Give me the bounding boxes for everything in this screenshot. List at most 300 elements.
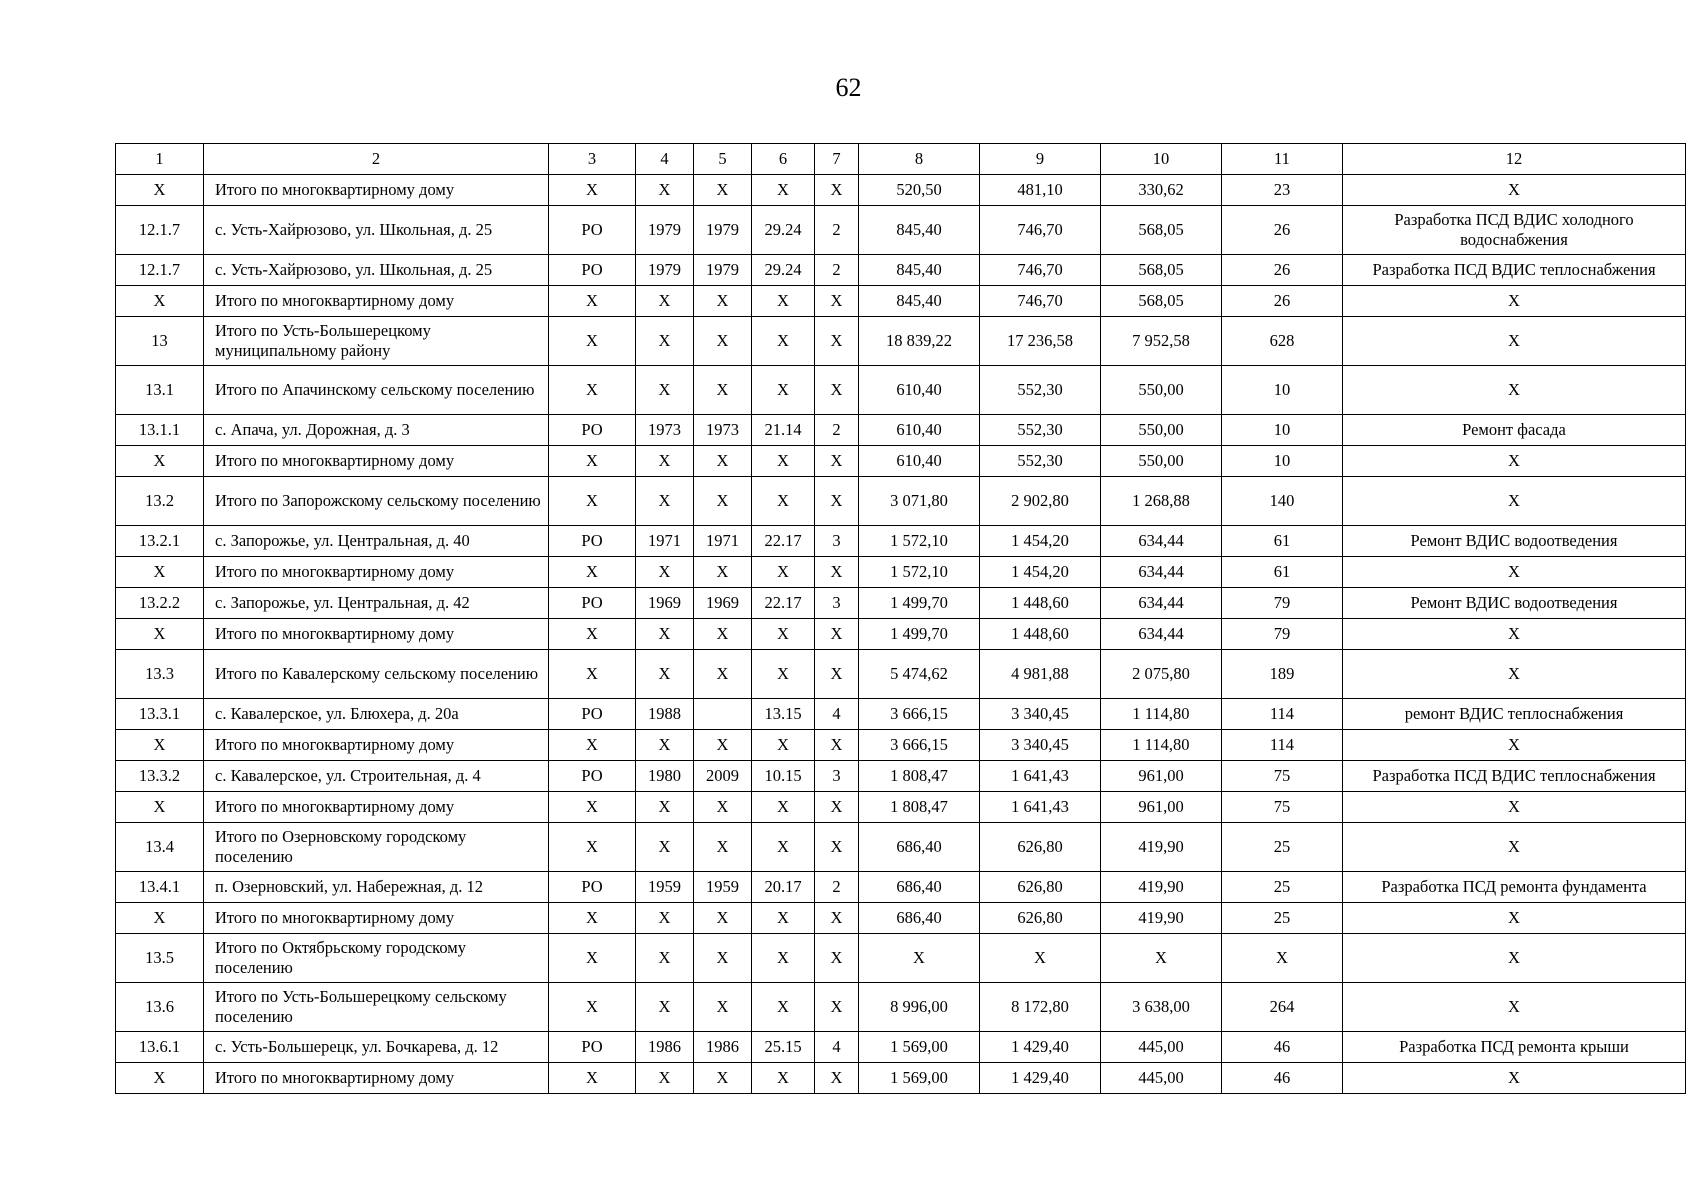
table-cell-col-4: X bbox=[636, 619, 694, 650]
table-cell-col-2: с. Усть-Большерецк, ул. Бочкарева, д. 12 bbox=[204, 1032, 549, 1063]
table-cell-col-9: 1 429,40 bbox=[980, 1063, 1101, 1094]
header-cell: 10 bbox=[1101, 144, 1222, 175]
table-row bbox=[116, 366, 1686, 415]
table-cell-col-4: 1979 bbox=[636, 255, 694, 286]
table-cell-col-9: 3 340,45 bbox=[980, 730, 1101, 761]
table-cell-col-6: X bbox=[752, 286, 815, 317]
table-cell-col-12: X bbox=[1343, 934, 1686, 983]
table-cell-col-3: X bbox=[549, 650, 636, 699]
table-cell-col-6: X bbox=[752, 557, 815, 588]
table-cell-col-7: X bbox=[815, 477, 859, 526]
table-cell-col-3: X bbox=[549, 934, 636, 983]
table-cell-col-10: 634,44 bbox=[1101, 619, 1222, 650]
table-cell-col-5: X bbox=[694, 792, 752, 823]
table-cell-col-5: 1979 bbox=[694, 255, 752, 286]
table-cell-col-4: X bbox=[636, 792, 694, 823]
table-cell-col-9: 1 448,60 bbox=[980, 619, 1101, 650]
table-cell-col-12: X bbox=[1343, 477, 1686, 526]
table-cell-col-8: 686,40 bbox=[859, 823, 980, 872]
table-cell-col-1: 12.1.7 bbox=[116, 206, 204, 255]
table-cell-col-10: 634,44 bbox=[1101, 588, 1222, 619]
table-cell-col-12: X bbox=[1343, 792, 1686, 823]
table-cell-col-12: X bbox=[1343, 650, 1686, 699]
table-cell-col-2: Итого по многоквартирному дому bbox=[204, 903, 549, 934]
table-cell-col-8: 845,40 bbox=[859, 255, 980, 286]
table-cell-col-4: 1969 bbox=[636, 588, 694, 619]
table-cell-col-7: X bbox=[815, 619, 859, 650]
table-cell-col-11: 628 bbox=[1222, 317, 1343, 366]
table-cell-col-5: X bbox=[694, 286, 752, 317]
table-cell-col-2: Итого по Кавалерскому сельскому поселению bbox=[204, 650, 549, 699]
page-number: 62 bbox=[835, 73, 862, 102]
table-cell-col-1: X bbox=[116, 730, 204, 761]
table-cell-col-4: X bbox=[636, 175, 694, 206]
table-cell-col-7: X bbox=[815, 317, 859, 366]
table-cell-col-12: X bbox=[1343, 983, 1686, 1032]
table-cell-col-1: X bbox=[116, 175, 204, 206]
table-cell-col-1: 13.2.1 bbox=[116, 526, 204, 557]
table-cell-col-10: 1 114,80 bbox=[1101, 699, 1222, 730]
table-cell-col-1: X bbox=[116, 286, 204, 317]
table-cell-col-6: 20.17 bbox=[752, 872, 815, 903]
table-cell-col-12: X bbox=[1343, 619, 1686, 650]
table-cell-col-11: 61 bbox=[1222, 557, 1343, 588]
table-cell-col-8: 520,50 bbox=[859, 175, 980, 206]
header-row bbox=[116, 144, 1686, 175]
table-cell-col-6: 22.17 bbox=[752, 588, 815, 619]
table-cell-col-2: Итого по многоквартирному дому bbox=[204, 1063, 549, 1094]
table-cell-col-5: X bbox=[694, 477, 752, 526]
table-cell-col-5: 1971 bbox=[694, 526, 752, 557]
table-cell-col-3: РО bbox=[549, 255, 636, 286]
table-row bbox=[116, 823, 1686, 872]
table-cell-col-11: 61 bbox=[1222, 526, 1343, 557]
table-cell-col-3: X bbox=[549, 557, 636, 588]
table-cell-col-5: 1959 bbox=[694, 872, 752, 903]
table-cell-col-5: X bbox=[694, 823, 752, 872]
table-cell-col-8: 1 569,00 bbox=[859, 1063, 980, 1094]
table-cell-col-7: 2 bbox=[815, 206, 859, 255]
table-cell-col-1: 13.2 bbox=[116, 477, 204, 526]
table-cell-col-6: X bbox=[752, 619, 815, 650]
table-cell-col-4: 1988 bbox=[636, 699, 694, 730]
table-cell-col-3: X bbox=[549, 366, 636, 415]
table-cell-col-7: X bbox=[815, 823, 859, 872]
table-cell-col-10: 961,00 bbox=[1101, 792, 1222, 823]
table-cell-col-2: Итого по многоквартирному дому bbox=[204, 175, 549, 206]
table-cell-col-6: X bbox=[752, 366, 815, 415]
table-cell-col-2: с. Запорожье, ул. Центральная, д. 42 bbox=[204, 588, 549, 619]
table-cell-col-11: 114 bbox=[1222, 730, 1343, 761]
table-cell-col-12: X bbox=[1343, 175, 1686, 206]
table-cell-col-10: 3 638,00 bbox=[1101, 983, 1222, 1032]
table-cell-col-3: X bbox=[549, 619, 636, 650]
table-cell-col-1: X bbox=[116, 792, 204, 823]
table-cell-col-10: 1 268,88 bbox=[1101, 477, 1222, 526]
table-cell-col-8: 845,40 bbox=[859, 286, 980, 317]
data-table bbox=[115, 143, 1686, 1094]
table-cell-col-7: 3 bbox=[815, 761, 859, 792]
table-row bbox=[116, 1063, 1686, 1094]
table-row bbox=[116, 619, 1686, 650]
table-cell-col-4: X bbox=[636, 477, 694, 526]
table-cell-col-6: X bbox=[752, 792, 815, 823]
table-cell-col-10: 550,00 bbox=[1101, 446, 1222, 477]
table-cell-col-5: X bbox=[694, 650, 752, 699]
table-cell-col-11: 189 bbox=[1222, 650, 1343, 699]
table-cell-col-6: X bbox=[752, 477, 815, 526]
table-cell-col-2: Итого по многоквартирному дому bbox=[204, 730, 549, 761]
table-cell-col-12: Разработка ПСД ВДИС теплоснабжения bbox=[1343, 761, 1686, 792]
table-cell-col-8: 3 071,80 bbox=[859, 477, 980, 526]
table-cell-col-9: 626,80 bbox=[980, 872, 1101, 903]
table-cell-col-11: X bbox=[1222, 934, 1343, 983]
table-cell-col-4: X bbox=[636, 286, 694, 317]
table-cell-col-4: X bbox=[636, 317, 694, 366]
table-cell-col-4: X bbox=[636, 650, 694, 699]
table-cell-col-2: с. Апача, ул. Дорожная, д. 3 bbox=[204, 415, 549, 446]
table-cell-col-4: X bbox=[636, 983, 694, 1032]
table-cell-col-2: Итого по многоквартирному дому bbox=[204, 619, 549, 650]
table-cell-col-12: X bbox=[1343, 730, 1686, 761]
table-cell-col-3: РО bbox=[549, 872, 636, 903]
table-cell-col-7: X bbox=[815, 175, 859, 206]
table-cell-col-5: X bbox=[694, 317, 752, 366]
table-cell-col-12: Разработка ПСД ВДИС холодного водоснабжения bbox=[1343, 206, 1686, 255]
table-cell-col-7: X bbox=[815, 286, 859, 317]
table-cell-col-6: 29.24 bbox=[752, 255, 815, 286]
table-cell-col-3: РО bbox=[549, 206, 636, 255]
header-cell: 11 bbox=[1222, 144, 1343, 175]
table-cell-col-7: 3 bbox=[815, 588, 859, 619]
table-cell-col-8: 686,40 bbox=[859, 903, 980, 934]
table-cell-col-11: 79 bbox=[1222, 619, 1343, 650]
table-cell-col-1: 13.4.1 bbox=[116, 872, 204, 903]
table-cell-col-11: 46 bbox=[1222, 1063, 1343, 1094]
table-cell-col-1: 13.4 bbox=[116, 823, 204, 872]
table-cell-col-1: 13.3 bbox=[116, 650, 204, 699]
table-cell-col-8: 610,40 bbox=[859, 366, 980, 415]
table-cell-col-12: Ремонт фасада bbox=[1343, 415, 1686, 446]
table-cell-col-12: Ремонт ВДИС водоотведения bbox=[1343, 588, 1686, 619]
table-cell-col-2: с. Кавалерское, ул. Строительная, д. 4 bbox=[204, 761, 549, 792]
table-cell-col-1: 13.3.2 bbox=[116, 761, 204, 792]
table-cell-col-2: с. Усть-Хайрюзово, ул. Школьная, д. 25 bbox=[204, 206, 549, 255]
table-cell-col-3: РО bbox=[549, 1032, 636, 1063]
table-cell-col-6: X bbox=[752, 317, 815, 366]
table-cell-col-10: 419,90 bbox=[1101, 823, 1222, 872]
table-cell-col-11: 264 bbox=[1222, 983, 1343, 1032]
table-cell-col-7: X bbox=[815, 650, 859, 699]
table-cell-col-3: X bbox=[549, 730, 636, 761]
table-row bbox=[116, 477, 1686, 526]
table-row bbox=[116, 934, 1686, 983]
table-cell-col-4: X bbox=[636, 823, 694, 872]
table-cell-col-9: 17 236,58 bbox=[980, 317, 1101, 366]
table-cell-col-4: X bbox=[636, 903, 694, 934]
table-cell-col-7: X bbox=[815, 903, 859, 934]
table-cell-col-12: Разработка ПСД ВДИС теплоснабжения bbox=[1343, 255, 1686, 286]
table-cell-col-8: 1 572,10 bbox=[859, 526, 980, 557]
table-cell-col-9: 1 641,43 bbox=[980, 761, 1101, 792]
header-cell: 2 bbox=[204, 144, 549, 175]
table-cell-col-8: 1 569,00 bbox=[859, 1032, 980, 1063]
table-cell-col-6: 29.24 bbox=[752, 206, 815, 255]
table-cell-col-4: 1980 bbox=[636, 761, 694, 792]
table-cell-col-8: 8 996,00 bbox=[859, 983, 980, 1032]
table-cell-col-1: X bbox=[116, 619, 204, 650]
table-cell-col-3: РО bbox=[549, 761, 636, 792]
table-row bbox=[116, 286, 1686, 317]
table-cell-col-9: 481,10 bbox=[980, 175, 1101, 206]
table-cell-col-5: X bbox=[694, 730, 752, 761]
table-cell-col-2: Итого по Октябрьскому городскому поселению bbox=[204, 934, 549, 983]
table-row bbox=[116, 1032, 1686, 1063]
table-cell-col-4: X bbox=[636, 557, 694, 588]
table-cell-col-11: 10 bbox=[1222, 366, 1343, 415]
table-cell-col-6: X bbox=[752, 650, 815, 699]
table-cell-col-4: 1979 bbox=[636, 206, 694, 255]
table-cell-col-2: Итого по Апачинскому сельскому поселению bbox=[204, 366, 549, 415]
header-cell: 9 bbox=[980, 144, 1101, 175]
table-cell-col-8: 610,40 bbox=[859, 446, 980, 477]
table-cell-col-12: X bbox=[1343, 366, 1686, 415]
table-cell-col-6: X bbox=[752, 1063, 815, 1094]
table-cell-col-10: 330,62 bbox=[1101, 175, 1222, 206]
table-cell-col-2: Итого по Запорожскому сельскому поселению bbox=[204, 477, 549, 526]
table-cell-col-4: X bbox=[636, 730, 694, 761]
table-cell-col-5: X bbox=[694, 175, 752, 206]
table-cell-col-8: 3 666,15 bbox=[859, 699, 980, 730]
table-cell-col-11: 25 bbox=[1222, 872, 1343, 903]
table-cell-col-4: 1973 bbox=[636, 415, 694, 446]
table-cell-col-10: 445,00 bbox=[1101, 1063, 1222, 1094]
table-cell-col-3: X bbox=[549, 317, 636, 366]
table-cell-col-1: 13.6.1 bbox=[116, 1032, 204, 1063]
table-cell-col-10: 419,90 bbox=[1101, 872, 1222, 903]
table-cell-col-8: 610,40 bbox=[859, 415, 980, 446]
table-cell-col-2: п. Озерновский, ул. Набережная, д. 12 bbox=[204, 872, 549, 903]
table-cell-col-6: X bbox=[752, 934, 815, 983]
table-cell-col-1: 13.2.2 bbox=[116, 588, 204, 619]
table-cell-col-9: 552,30 bbox=[980, 415, 1101, 446]
table-cell-col-8: 18 839,22 bbox=[859, 317, 980, 366]
table-cell-col-8: 5 474,62 bbox=[859, 650, 980, 699]
table-cell-col-5: X bbox=[694, 983, 752, 1032]
table-cell-col-9: 3 340,45 bbox=[980, 699, 1101, 730]
table-cell-col-10: 634,44 bbox=[1101, 526, 1222, 557]
table-cell-col-9: 1 641,43 bbox=[980, 792, 1101, 823]
table-cell-col-1: 13 bbox=[116, 317, 204, 366]
table-cell-col-5: X bbox=[694, 903, 752, 934]
table-cell-col-2: с. Запорожье, ул. Центральная, д. 40 bbox=[204, 526, 549, 557]
table-cell-col-6: X bbox=[752, 903, 815, 934]
table-cell-col-7: X bbox=[815, 557, 859, 588]
table-cell-col-7: X bbox=[815, 366, 859, 415]
table-cell-col-9: 1 454,20 bbox=[980, 526, 1101, 557]
table-cell-col-1: X bbox=[116, 903, 204, 934]
table-cell-col-10: 550,00 bbox=[1101, 366, 1222, 415]
table-cell-col-8: X bbox=[859, 934, 980, 983]
table-cell-col-12: X bbox=[1343, 1063, 1686, 1094]
table-cell-col-2: Итого по многоквартирному дому bbox=[204, 557, 549, 588]
table-cell-col-1: X bbox=[116, 557, 204, 588]
table-cell-col-11: 75 bbox=[1222, 792, 1343, 823]
table-cell-col-11: 26 bbox=[1222, 286, 1343, 317]
table-cell-col-4: 1986 bbox=[636, 1032, 694, 1063]
table-cell-col-4: 1971 bbox=[636, 526, 694, 557]
table-cell-col-8: 1 499,70 bbox=[859, 619, 980, 650]
table-cell-col-10: 445,00 bbox=[1101, 1032, 1222, 1063]
table-cell-col-2: Итого по Озерновскому городскому поселению bbox=[204, 823, 549, 872]
table-cell-col-5: 1969 bbox=[694, 588, 752, 619]
table-row bbox=[116, 557, 1686, 588]
table-row bbox=[116, 255, 1686, 286]
table-cell-col-9: 2 902,80 bbox=[980, 477, 1101, 526]
table-cell-col-3: РО bbox=[549, 415, 636, 446]
table-cell-col-10: 568,05 bbox=[1101, 206, 1222, 255]
table-cell-col-11: 46 bbox=[1222, 1032, 1343, 1063]
table-row bbox=[116, 761, 1686, 792]
table-cell-col-2: Итого по Усть-Большерецкому муниципальному району bbox=[204, 317, 549, 366]
table-cell-col-1: X bbox=[116, 446, 204, 477]
table-cell-col-12: X bbox=[1343, 557, 1686, 588]
table-cell-col-5: X bbox=[694, 619, 752, 650]
table-cell-col-9: 1 454,20 bbox=[980, 557, 1101, 588]
table-body bbox=[116, 144, 1686, 1094]
table-cell-col-2: Итого по многоквартирному дому bbox=[204, 792, 549, 823]
table-row bbox=[116, 872, 1686, 903]
table-cell-col-10: 568,05 bbox=[1101, 255, 1222, 286]
table-cell-col-11: 140 bbox=[1222, 477, 1343, 526]
header-cell: 12 bbox=[1343, 144, 1686, 175]
table-cell-col-3: X bbox=[549, 477, 636, 526]
table-cell-col-9: 626,80 bbox=[980, 823, 1101, 872]
table-cell-col-4: X bbox=[636, 1063, 694, 1094]
table-cell-col-12: ремонт ВДИС теплоснабжения bbox=[1343, 699, 1686, 730]
table-cell-col-2: с. Усть-Хайрюзово, ул. Школьная, д. 25 bbox=[204, 255, 549, 286]
table-cell-col-7: 3 bbox=[815, 526, 859, 557]
table-cell-col-7: 4 bbox=[815, 699, 859, 730]
table-row bbox=[116, 730, 1686, 761]
header-cell: 4 bbox=[636, 144, 694, 175]
table-cell-col-6: 21.14 bbox=[752, 415, 815, 446]
table-cell-col-5: 2009 bbox=[694, 761, 752, 792]
table-row bbox=[116, 175, 1686, 206]
table-cell-col-7: X bbox=[815, 934, 859, 983]
table-row bbox=[116, 446, 1686, 477]
table-cell-col-7: X bbox=[815, 1063, 859, 1094]
table-row bbox=[116, 903, 1686, 934]
header-cell: 8 bbox=[859, 144, 980, 175]
table-cell-col-9: 626,80 bbox=[980, 903, 1101, 934]
table-cell-col-12: Разработка ПСД ремонта крыши bbox=[1343, 1032, 1686, 1063]
table-cell-col-5: 1986 bbox=[694, 1032, 752, 1063]
table-cell-col-10: X bbox=[1101, 934, 1222, 983]
table-cell-col-7: 4 bbox=[815, 1032, 859, 1063]
table-cell-col-10: 961,00 bbox=[1101, 761, 1222, 792]
table-cell-col-11: 23 bbox=[1222, 175, 1343, 206]
header-cell: 3 bbox=[549, 144, 636, 175]
table-cell-col-8: 1 808,47 bbox=[859, 761, 980, 792]
table-cell-col-10: 419,90 bbox=[1101, 903, 1222, 934]
table-cell-col-5: X bbox=[694, 557, 752, 588]
table-cell-col-6: 22.17 bbox=[752, 526, 815, 557]
table-cell-col-3: X bbox=[549, 792, 636, 823]
table-cell-col-7: X bbox=[815, 792, 859, 823]
table-row bbox=[116, 983, 1686, 1032]
table-cell-col-10: 568,05 bbox=[1101, 286, 1222, 317]
table-cell-col-12: X bbox=[1343, 286, 1686, 317]
table-row bbox=[116, 792, 1686, 823]
table-cell-col-10: 1 114,80 bbox=[1101, 730, 1222, 761]
table-cell-col-5: X bbox=[694, 1063, 752, 1094]
table-cell-col-5: X bbox=[694, 934, 752, 983]
table-cell-col-6: 25.15 bbox=[752, 1032, 815, 1063]
table-cell-col-4: X bbox=[636, 934, 694, 983]
table-cell-col-7: 2 bbox=[815, 255, 859, 286]
header-cell: 5 bbox=[694, 144, 752, 175]
table-row bbox=[116, 699, 1686, 730]
table-row bbox=[116, 317, 1686, 366]
table-cell-col-8: 1 572,10 bbox=[859, 557, 980, 588]
table-cell-col-3: РО bbox=[549, 588, 636, 619]
table-cell-col-6: X bbox=[752, 446, 815, 477]
table-cell-col-1: X bbox=[116, 1063, 204, 1094]
table-cell-col-1: 13.5 bbox=[116, 934, 204, 983]
table-cell-col-8: 1 808,47 bbox=[859, 792, 980, 823]
table-cell-col-10: 634,44 bbox=[1101, 557, 1222, 588]
table-row bbox=[116, 526, 1686, 557]
table-cell-col-3: X bbox=[549, 823, 636, 872]
table-cell-col-11: 114 bbox=[1222, 699, 1343, 730]
table-row bbox=[116, 415, 1686, 446]
table-cell-col-9: 552,30 bbox=[980, 366, 1101, 415]
table-cell-col-11: 79 bbox=[1222, 588, 1343, 619]
table-cell-col-11: 75 bbox=[1222, 761, 1343, 792]
table-cell-col-3: РО bbox=[549, 526, 636, 557]
table-cell-col-3: X bbox=[549, 286, 636, 317]
table-cell-col-6: X bbox=[752, 730, 815, 761]
table-cell-col-12: X bbox=[1343, 903, 1686, 934]
table-cell-col-9: 552,30 bbox=[980, 446, 1101, 477]
table-cell-col-10: 7 952,58 bbox=[1101, 317, 1222, 366]
table-row bbox=[116, 206, 1686, 255]
table-cell-col-1: 12.1.7 bbox=[116, 255, 204, 286]
header-cell: 7 bbox=[815, 144, 859, 175]
table-cell-col-9: 746,70 bbox=[980, 255, 1101, 286]
table-cell-col-11: 25 bbox=[1222, 823, 1343, 872]
table-cell-col-9: 1 448,60 bbox=[980, 588, 1101, 619]
table-cell-col-2: Итого по Усть-Большерецкому сельскому поселению bbox=[204, 983, 549, 1032]
table-cell-col-9: 746,70 bbox=[980, 206, 1101, 255]
table-cell-col-11: 26 bbox=[1222, 206, 1343, 255]
table-row bbox=[116, 588, 1686, 619]
table-cell-col-3: X bbox=[549, 983, 636, 1032]
table-cell-col-11: 26 bbox=[1222, 255, 1343, 286]
table-cell-col-8: 845,40 bbox=[859, 206, 980, 255]
table-cell-col-7: X bbox=[815, 730, 859, 761]
table-cell-col-9: X bbox=[980, 934, 1101, 983]
table-cell-col-6: X bbox=[752, 823, 815, 872]
table-cell-col-11: 25 bbox=[1222, 903, 1343, 934]
table-cell-col-2: Итого по многоквартирному дому bbox=[204, 446, 549, 477]
table-cell-col-8: 3 666,15 bbox=[859, 730, 980, 761]
table-cell-col-1: 13.3.1 bbox=[116, 699, 204, 730]
table-cell-col-3: X bbox=[549, 1063, 636, 1094]
table-cell-col-9: 4 981,88 bbox=[980, 650, 1101, 699]
table-cell-col-12: X bbox=[1343, 446, 1686, 477]
